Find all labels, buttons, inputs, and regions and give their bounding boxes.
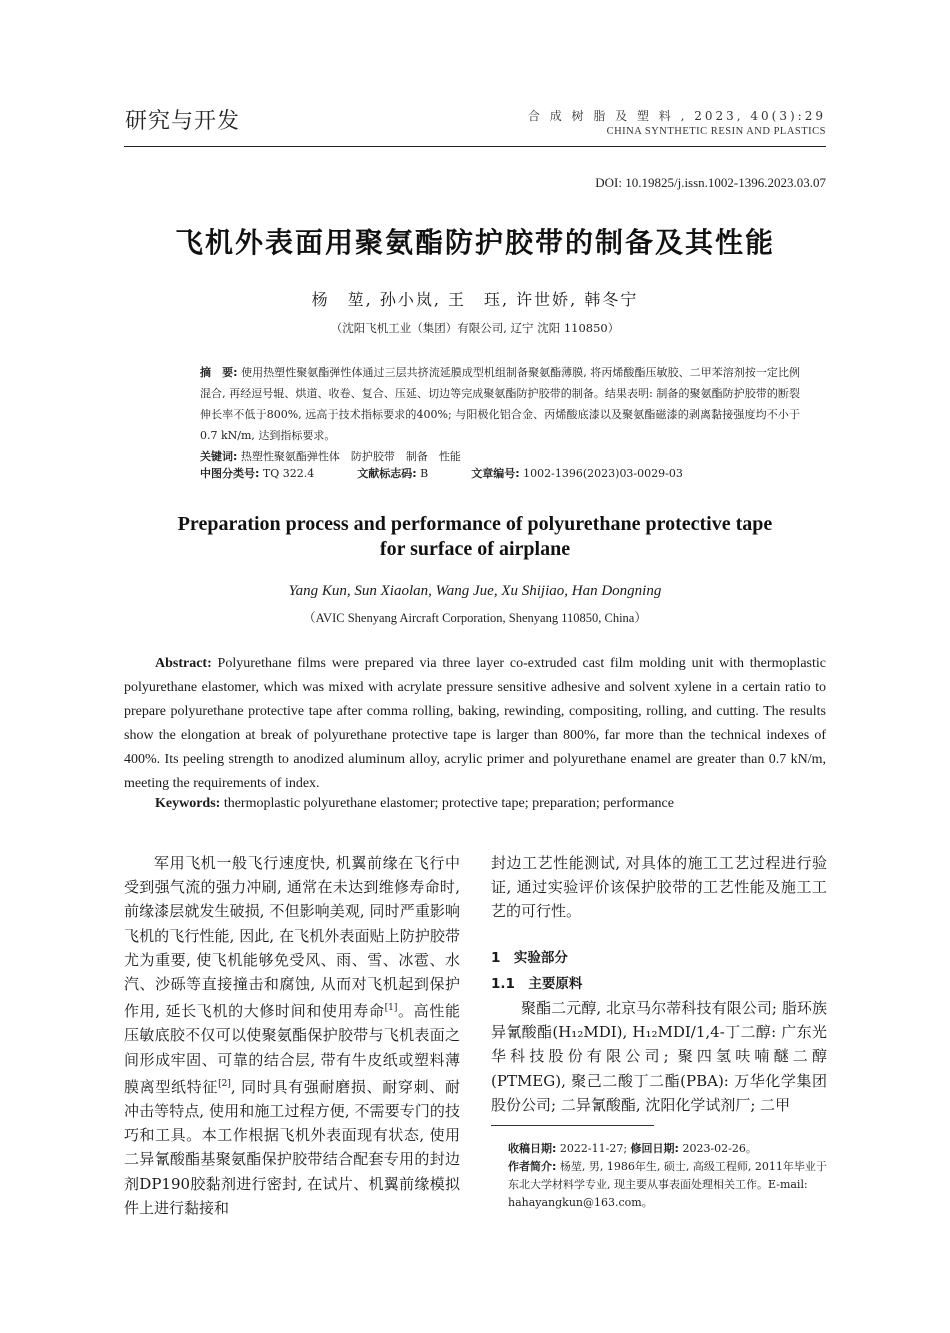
revised-date: 2023-02-26。 [682, 1142, 757, 1155]
author-bio-text: 杨堃, 男, 1986年生, 硕士, 高级工程师, 2011年毕业于东北大学材料学专业, 现主要从事表面处理相关工作。E-mail: hahayangkun@163.com。 [508, 1160, 827, 1209]
received-label: 收稿日期: [508, 1142, 557, 1155]
authors-en: Yang Kun, Sun Xiaolan, Wang Jue, Xu Shijiao, Han Dongning [288, 583, 662, 599]
footnote [508, 1140, 828, 1212]
section-tag: 研究与开发 [125, 109, 241, 134]
authors-cn: 杨 堃, 孙小岚, 王 珏, 许世娇, 韩冬宁 [311, 290, 639, 309]
keywords-en-label: Keywords: [155, 796, 221, 811]
doc-code-value: B [420, 467, 429, 480]
intro-text-3: , 同时具有强耐磨损、耐穿刺、耐冲击等特点, 使用和施工过程方便, 不需要专门的技巧和工具。本工作根据飞机外表面现有状态, 使用二异氰酸酯基聚氨酯保护胶带结合配套专用的封边剂DP190胶黏剂进行密封, 在试片、机翼前缘模拟件上进行黏接和 [124, 1077, 460, 1217]
affiliation-en: （AVIC Shenyang Aircraft Corporation, Shenyang 110850, China） [303, 611, 647, 625]
keywords-cn-text: 热塑性聚氨酯弹性体 防护胶带 制备 性能 [240, 450, 461, 463]
doc-code-label: 文献标志码: [357, 467, 417, 480]
article-number-value: 1002-1396(2023)03-0029-03 [523, 467, 683, 480]
clc-value: TQ 322.4 [262, 467, 315, 480]
intro-text-1: 军用飞机一般飞行速度快, 机翼前缘在飞行中受到强气流的强力冲刷, 通常在未达到维修寿命时, 前缘漆层就发生破损, 不但影响美观, 同时严重影响飞机的飞行性能, 因此, 在飞机外表面贴上防护胶带尤为重要, 使飞机能够免受风、雨、雪、冰雹、水汽、沙砾等直接撞击和腐蚀, 从而对飞机起到保护作用, 延长飞机的大修时间和使用寿命 [124, 854, 460, 1021]
abstract-en-label: Abstract: [155, 656, 212, 671]
revised-label: 修回日期: [630, 1142, 679, 1155]
doi: DOI: 10.19825/j.issn.1002-1396.2023.03.07 [595, 175, 826, 190]
clc-label: 中图分类号: [200, 467, 260, 480]
keywords-cn-label: 关键词: [200, 450, 238, 463]
journal-name-en: CHINA SYNTHETIC RESIN AND PLASTICS [606, 126, 826, 137]
abstract-cn-text: 使用热塑性聚氨酯弹性体通过三层共挤流延膜成型机组制备聚氨酯薄膜, 将丙烯酸酯压敏胶、二甲苯溶剂按一定比例混合, 再经逗号辊、烘道、收卷、复合、压延、切边等完成聚氨酯防护胶带的制备。结果表明: 制备的聚氨酯防护胶带的断裂伸长率不低于800%, 远高于技术指标要求的400%; 与阳极化铝合金、丙烯酸底漆以及聚氨酯磁漆的剥离黏接强度均不小于0.7 kN/m, 达到指标要求。 [200, 366, 800, 442]
body-right-column [491, 851, 827, 1117]
section-heading-1-1: 1.1 主要原料 [491, 975, 583, 992]
intro-text-2: 。高性能压敏底胶不仅可以使聚氨酯保护胶带与飞机表面之间形成牢固、可靠的结合层, 带有牛皮纸或塑料薄膜离型纸特征 [124, 1002, 460, 1096]
abstract-en [124, 652, 826, 796]
keywords-en-text: thermoplastic polyurethane elastomer; protective tape; preparation; performance [223, 796, 674, 811]
received-date: 2022-11-27; [559, 1142, 628, 1155]
body-left-column [124, 851, 460, 1220]
affiliation-cn: （沈阳飞机工业（集团）有限公司, 辽宁 沈阳 110850） [330, 321, 620, 335]
keywords-en [155, 796, 674, 812]
abstract-cn-label: 摘 要: [200, 366, 238, 379]
classification-line [200, 465, 683, 481]
abstract-en-text: Polyurethane films were prepared via three layer co-extruded cast film molding unit with thermoplastic polyurethane elastomer, which was mixed with acrylate pressure sensitive adhesive and solvent xylene in a certain ratio to prepare polyurethane protective tape after comma rolling, baking, rewinding, compositing, rolling, and cutting. The results show the elongation at break of polyurethane protective tape is larger than 800%, far more than the technical indexes of 400%. Its peeling strength to anodized aluminum alloy, acrylic primer and polyurethane enamel are greater than 0.7 kN/m, meeting the requirements of index. [124, 656, 826, 791]
materials-text: 聚酯二元醇, 北京马尔蒂科技有限公司; 脂环族异氰酸酯(H₁₂MDI), H₁₂MDI/1,4-丁二醇: 广东光华科技股份有限公司; 聚四氢呋喃醚二醇(PTMEG), 聚己二酸丁二酯(PBA): 万华化学集团股份公司; 二异氰酸酯, 沈阳化学试剂厂; 二甲 [491, 999, 827, 1114]
author-bio-label: 作者简介: [508, 1160, 557, 1173]
citation-ref-1: [1] [384, 1003, 398, 1014]
footnote-rule [491, 1125, 654, 1126]
title-en: Preparation process and performance of polyurethane protective tape for surface of airplane [177, 513, 773, 560]
article-number-label: 文章编号: [471, 467, 520, 480]
journal-citation: 合 成 树 脂 及 塑 料 , 2023, 40(3):29 [527, 109, 826, 123]
abstract-cn [200, 362, 800, 467]
header-rule [124, 146, 826, 147]
title-cn: 飞机外表面用聚氨酯防护胶带的制备及其性能 [174, 226, 775, 259]
section-heading-1: 1 实验部分 [491, 949, 568, 966]
intro-continued: 封边工艺性能测试, 对具体的施工工艺过程进行验证, 通过实验评价该保护胶带的工艺性能及施工工艺的可行性。 [491, 854, 827, 921]
citation-ref-2: [2] [218, 1078, 231, 1089]
